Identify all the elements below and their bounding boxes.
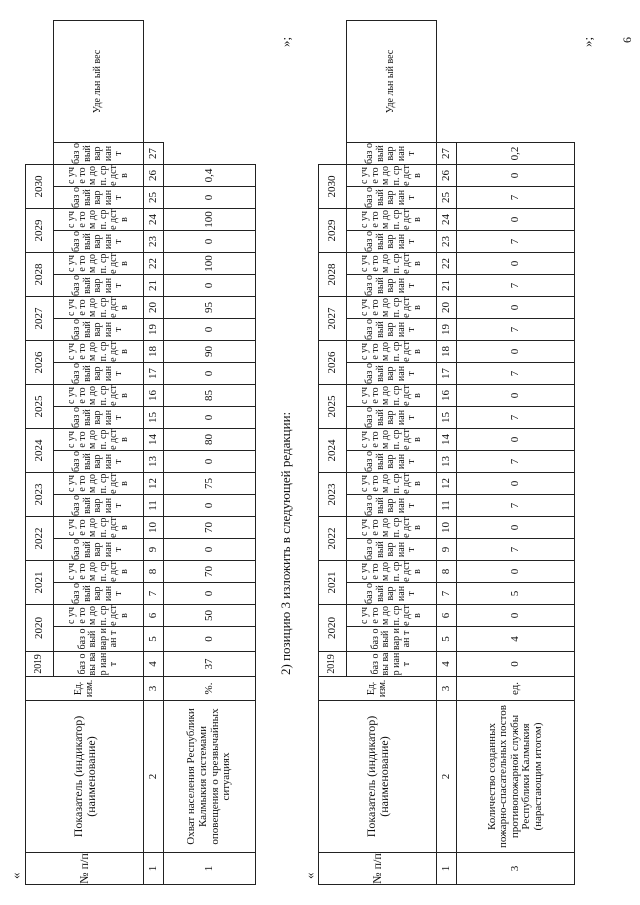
header-unit: Ед. изм. [26, 677, 144, 701]
sub-base: баз овый вар иан т [54, 583, 144, 605]
col-number: 14 [144, 429, 164, 451]
row-value: 100 [164, 209, 256, 231]
col-number: 18 [144, 341, 164, 363]
row-num: 3 [457, 853, 575, 885]
sub-extra: с уче том доп. сре дст в [54, 517, 144, 539]
col-number: 6 [437, 605, 457, 627]
sub-extra: с уче том доп. сре дст в [347, 429, 437, 451]
row-value: 0 [164, 539, 256, 561]
sub-extra: с уче том доп. сре дст в [347, 473, 437, 495]
sub-extra: с уче том доп. сре дст в [54, 341, 144, 363]
sub-extra: с уче том доп. сре дст в [347, 561, 437, 583]
col-number: 17 [144, 363, 164, 385]
row-value: 0 [457, 561, 575, 583]
sub-extra: с уче том доп. сре дст в [347, 297, 437, 319]
row-value: 0 [164, 187, 256, 209]
sub-extra: с уче том доп. сре дст в [54, 385, 144, 407]
row-value: 0 [164, 495, 256, 517]
header-year: 2025 [319, 385, 347, 429]
col-number: 24 [437, 209, 457, 231]
sub-base: баз овый вар иан т [347, 231, 437, 253]
col-number: 5 [437, 627, 457, 652]
sub-extra: с уче том доп. сре дст в [54, 605, 144, 627]
col-number: 19 [437, 319, 457, 341]
header-num: № п/п [26, 853, 144, 885]
row-value: 7 [457, 275, 575, 297]
row-value: 7 [457, 495, 575, 517]
sub-base: баз овый вар иан т [347, 319, 437, 341]
closing-quote: »; [278, 36, 293, 47]
sub-base: баз овый вар иан т [54, 539, 144, 561]
row-value: 5 [457, 583, 575, 605]
sub-extra: с уче том доп. сре дст в [347, 517, 437, 539]
header-year: 2023 [319, 473, 347, 517]
sub-extra: с уче том доп. сре дст в [347, 605, 437, 627]
row-value: 70 [164, 517, 256, 539]
sub-extra: с уче том доп. сре дст в [54, 473, 144, 495]
col-number: 25 [144, 187, 164, 209]
row-num: 1 [164, 853, 256, 885]
header-unit: Ед. изм. [319, 677, 437, 701]
row-value: 0 [164, 319, 256, 341]
table-header-years [319, 21, 347, 885]
row-value: 0 [164, 451, 256, 473]
header-base-year: 2019 [26, 652, 54, 677]
col-number: 1 [437, 853, 457, 885]
header-year: 2029 [26, 209, 54, 253]
col-number: 2 [144, 701, 164, 853]
sub-base: баз овый вар иан т [54, 143, 144, 165]
col-number: 18 [437, 341, 457, 363]
header-year: 2022 [319, 517, 347, 561]
row-value: 7 [457, 187, 575, 209]
col-number: 5 [144, 627, 164, 652]
col-number: 8 [437, 561, 457, 583]
col-number: 1 [144, 853, 164, 885]
row-value: 75 [164, 473, 256, 495]
sub-extra: с уче том доп. сре дст в [54, 209, 144, 231]
row-value: 0 [164, 583, 256, 605]
header-indicator: Показатель (индикатор) (наименование) [319, 701, 437, 853]
row-value: 90 [164, 341, 256, 363]
row-value: 7 [457, 407, 575, 429]
col-number: 27 [437, 143, 457, 165]
page-number: 6 [620, 37, 634, 43]
sub-base: баз овы вар иан т [347, 652, 437, 677]
header-year: 2029 [319, 209, 347, 253]
row-value: 0,2 [457, 143, 575, 165]
row-value: 0 [457, 253, 575, 275]
row-value: 7 [457, 319, 575, 341]
row-value: 0 [164, 231, 256, 253]
row-value: 0 [457, 297, 575, 319]
col-number: 17 [437, 363, 457, 385]
col-number: 12 [437, 473, 457, 495]
sub-base: баз овый вар иан т [54, 451, 144, 473]
row-value: 100 [164, 253, 256, 275]
col-number: 23 [144, 231, 164, 253]
row-value: 7 [457, 231, 575, 253]
col-number: 26 [144, 165, 164, 187]
col-number: 15 [437, 407, 457, 429]
col-number: 13 [144, 451, 164, 473]
header-year: 2030 [26, 165, 54, 209]
header-year: 2028 [26, 253, 54, 297]
sub-base: баз овый вар иан т [347, 583, 437, 605]
row-value: 0 [457, 209, 575, 231]
sub-extra-weight: Уде льн ый вес [347, 21, 437, 143]
row-unit: ед. [457, 677, 575, 701]
row-value: 0 [457, 517, 575, 539]
col-number: 11 [437, 495, 457, 517]
col-number: 7 [437, 583, 457, 605]
col-number: 8 [144, 561, 164, 583]
header-year: 2021 [26, 561, 54, 605]
header-year: 2023 [26, 473, 54, 517]
row-value: 0 [457, 429, 575, 451]
sub-base: баз овый вар иан т [347, 627, 437, 652]
header-year: 2025 [26, 385, 54, 429]
row-value: 0 [457, 165, 575, 187]
col-number: 19 [144, 319, 164, 341]
row-unit: %. [164, 677, 256, 701]
sub-extra: с уче том доп. сре дст в [54, 297, 144, 319]
row-value: 7 [457, 363, 575, 385]
sub-extra: с уче том доп. сре дст в [54, 165, 144, 187]
header-year: 2020 [26, 605, 54, 652]
col-number: 9 [437, 539, 457, 561]
header-year: 2024 [26, 429, 54, 473]
col-number: 12 [144, 473, 164, 495]
col-number: 3 [144, 677, 164, 701]
sub-base: баз овый вар иан т [347, 143, 437, 165]
row-value: 50 [164, 605, 256, 627]
sub-base: баз овый вар иан т [347, 407, 437, 429]
col-number: 23 [437, 231, 457, 253]
sub-extra: с уче том доп. сре дст в [347, 341, 437, 363]
col-number: 14 [437, 429, 457, 451]
row-value: 7 [457, 451, 575, 473]
col-number: 15 [144, 407, 164, 429]
row-value: 0 [457, 385, 575, 407]
sub-base: баз овый вар иан т [347, 275, 437, 297]
header-num: № п/п [319, 853, 437, 885]
header-year: 2027 [26, 297, 54, 341]
closing-quote: »; [580, 36, 595, 47]
col-number: 27 [144, 143, 164, 165]
table-column-numbers [437, 21, 457, 885]
col-number: 16 [437, 385, 457, 407]
sub-base: баз овый вар иан т [347, 451, 437, 473]
sub-base: баз овый вар иан т [54, 275, 144, 297]
table-column-numbers [144, 21, 164, 885]
sub-base: баз овый вар иан т [54, 407, 144, 429]
sub-base: баз овый вар иан т [54, 627, 144, 652]
row-indicator: Охват населения Республики Калмыкия системами оповещения о чрезвычайных ситуациях [164, 701, 256, 853]
sub-extra: с уче том доп. сре дст в [54, 253, 144, 275]
col-number: 3 [437, 677, 457, 701]
row-value: 0 [164, 407, 256, 429]
row-value: 0 [457, 605, 575, 627]
sub-base: баз овый вар иан т [54, 495, 144, 517]
sub-base: баз овый вар иан т [54, 231, 144, 253]
sub-extra: с уче том доп. сре дст в [54, 561, 144, 583]
row-value: 85 [164, 385, 256, 407]
col-number: 21 [144, 275, 164, 297]
header-year: 2028 [319, 253, 347, 297]
col-number: 20 [437, 297, 457, 319]
sub-base: баз овый вар иан т [347, 495, 437, 517]
col-number: 11 [144, 495, 164, 517]
row-value: 0 [457, 341, 575, 363]
header-year: 2024 [319, 429, 347, 473]
table-row-3 [457, 21, 575, 885]
amendment-text: 2) позицию 3 изложить в следующей редакции: [278, 411, 293, 675]
indicator-table-1 [25, 20, 256, 885]
sub-base: баз овый вар иан т [54, 187, 144, 209]
row-value: 0 [457, 473, 575, 495]
sub-base: баз овы вар иан т [54, 652, 144, 677]
header-year: 2026 [26, 341, 54, 385]
sub-base: баз овый вар иан т [347, 187, 437, 209]
row-indicator: Количество созданных пожарно-спасательных постов противопожарной службы Республики Калмыкия (нарастающим итогом) [457, 701, 575, 853]
col-number: 25 [437, 187, 457, 209]
col-number: 4 [144, 652, 164, 677]
sub-extra: с уче том доп. сре дст в [347, 165, 437, 187]
col-number: 2 [437, 701, 457, 853]
sub-extra-weight: Уде льн ый вес [54, 21, 144, 143]
opening-quote: « [302, 872, 317, 879]
sub-base: баз овый вар иан т [347, 539, 437, 561]
col-number: 13 [437, 451, 457, 473]
sub-base: баз овый вар иан т [54, 319, 144, 341]
col-number: 21 [437, 275, 457, 297]
sub-base: баз овый вар иан т [347, 363, 437, 385]
header-year: 2022 [26, 517, 54, 561]
col-number: 4 [437, 652, 457, 677]
col-number: 26 [437, 165, 457, 187]
col-number: 7 [144, 583, 164, 605]
row-value: 0 [164, 275, 256, 297]
header-year: 2020 [319, 605, 347, 652]
row-value: 7 [457, 539, 575, 561]
row-value: 80 [164, 429, 256, 451]
col-number: 22 [144, 253, 164, 275]
table-row-1 [164, 21, 256, 885]
header-year: 2026 [319, 341, 347, 385]
header-indicator: Показатель (индикатор) (наименование) [26, 701, 144, 853]
row-value: 37 [164, 652, 256, 677]
opening-quote: « [8, 872, 23, 879]
sub-extra: с уче том доп. сре дст в [347, 253, 437, 275]
sub-extra: с уче том доп. сре дст в [347, 209, 437, 231]
col-number: 6 [144, 605, 164, 627]
col-number: 9 [144, 539, 164, 561]
col-number: 16 [144, 385, 164, 407]
header-year: 2027 [319, 297, 347, 341]
sub-extra: с уче том доп. сре дст в [347, 385, 437, 407]
row-value: 0 [164, 363, 256, 385]
col-number: 10 [144, 517, 164, 539]
table-header-years [26, 21, 54, 885]
row-value: 4 [457, 627, 575, 652]
header-year: 2030 [319, 165, 347, 209]
header-year: 2021 [319, 561, 347, 605]
col-number: 22 [437, 253, 457, 275]
col-number: 20 [144, 297, 164, 319]
row-value: 70 [164, 561, 256, 583]
sub-base: баз овый вар иан т [54, 363, 144, 385]
row-value: 0 [457, 652, 575, 677]
col-number: 10 [437, 517, 457, 539]
header-base-year: 2019 [319, 652, 347, 677]
row-value: 95 [164, 297, 256, 319]
col-number: 24 [144, 209, 164, 231]
sub-extra: с уче том доп. сре дст в [54, 429, 144, 451]
row-value: 0 [164, 627, 256, 652]
indicator-table-2 [318, 20, 575, 885]
row-value: 0,4 [164, 165, 256, 187]
